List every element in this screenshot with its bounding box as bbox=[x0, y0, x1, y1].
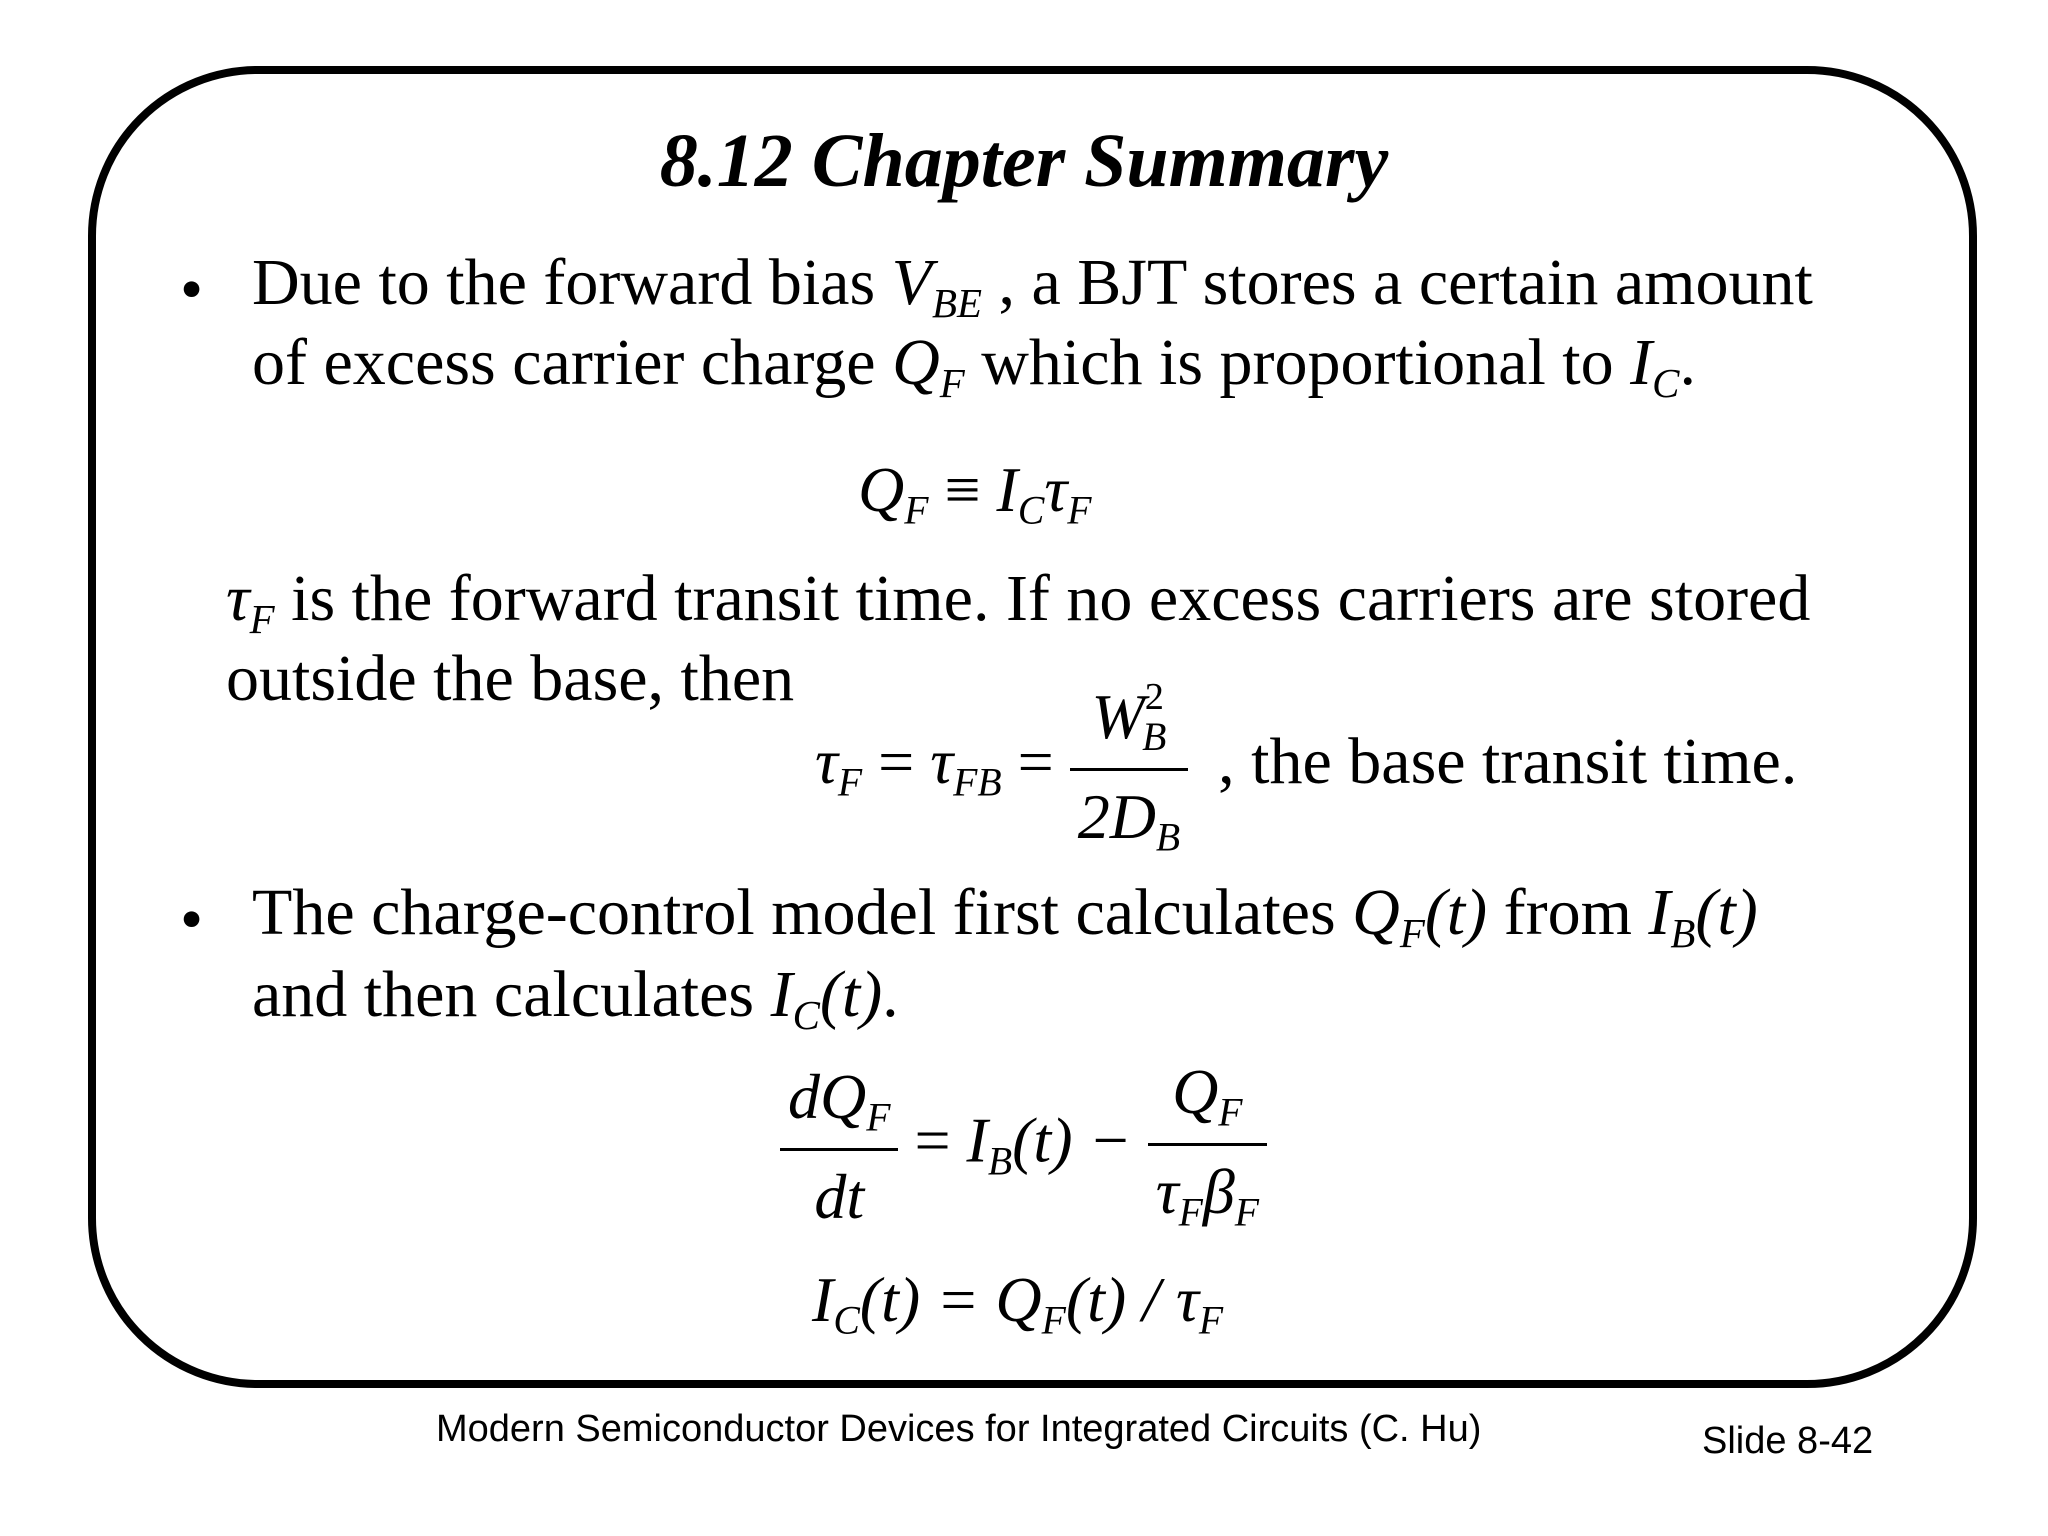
p2-line2: outside the base, then bbox=[226, 642, 795, 715]
bullet-2: • bbox=[180, 883, 204, 956]
footer-book-title: Modern Semiconductor Devices for Integrated Circuits (C. Hu) bbox=[436, 1408, 1482, 1450]
p2-line1: $\tau_F$ is the forward transit time. If no excess carriers are stored bbox=[226, 562, 1811, 643]
equation-qf: $Q_F \equiv I_C\tau_F$ bbox=[858, 454, 1092, 533]
fraction-wb2-over-2db: $\frac{W^2_B}{2D_B}$ bbox=[1070, 678, 1188, 859]
footer-slide-number: Slide 8-42 bbox=[1702, 1420, 1874, 1462]
p1-line1: Due to the forward bias $V_{BE}$ , a BJT stores a certain amount bbox=[252, 246, 1813, 327]
equation-charge-control: $\frac{dQ_F}{dt}$ = $I_B(t)$ − $\frac{Q_F}{\tau_F\beta_F}$ bbox=[780, 1060, 1267, 1234]
slide-title: 8.12 Chapter Summary bbox=[659, 119, 1389, 203]
fraction-qf-over-tau-beta: $\frac{Q_F}{\tau_F\beta_F}$ bbox=[1148, 1060, 1267, 1234]
p3-line1: The charge-control model first calculates $Q_F(t)$ from $I_B(t)$ bbox=[252, 876, 1758, 957]
equation-transit-time: $\tau_F = \tau_{FB}$ = $\frac{W^2_B}{2D_B}$ , the base transit time. bbox=[815, 676, 1798, 860]
p1-line2: of excess carrier charge $Q_F$ which is proportional to $I_C$. bbox=[252, 326, 1696, 407]
bullet-1: • bbox=[180, 253, 204, 326]
p3-line2: and then calculates $I_C(t)$. bbox=[252, 958, 899, 1039]
equation-collector-current: $I_C(t) = Q_F(t) / \tau_F$ bbox=[812, 1264, 1224, 1343]
fraction-dqf-dt: $\frac{dQ_F}{dt}$ bbox=[780, 1065, 898, 1229]
